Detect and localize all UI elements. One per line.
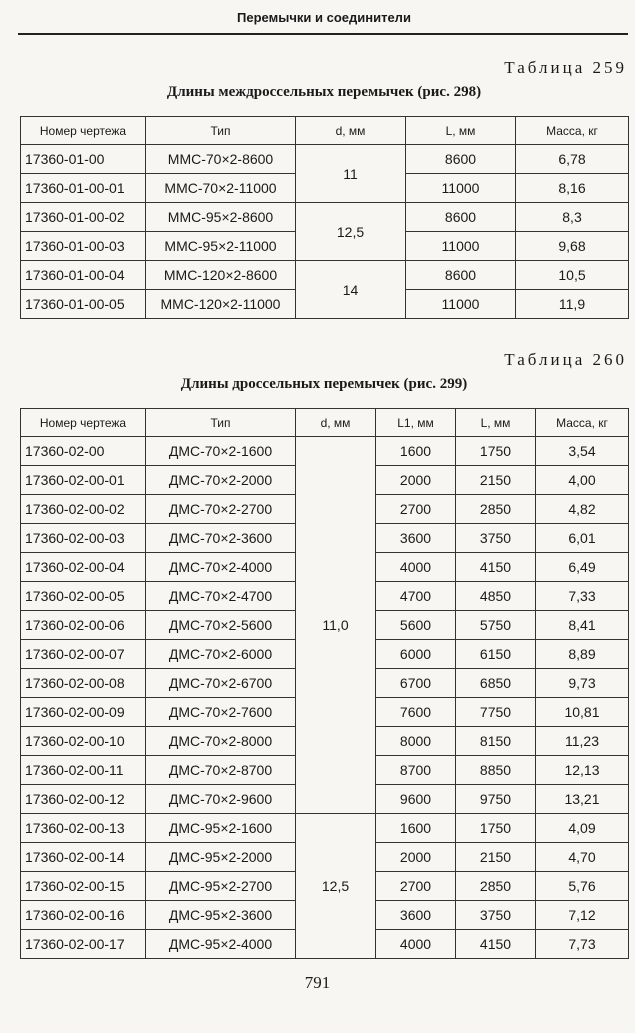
length-cell: 3600 [376,524,456,553]
drawing-number-cell: 17360-02-00-06 [21,611,146,640]
length-cell: 11000 [406,174,516,203]
mass-cell: 12,13 [536,756,629,785]
mass-cell: 11,23 [536,727,629,756]
type-cell: ДМС-95×2-2000 [146,843,296,872]
mass-cell: 7,33 [536,582,629,611]
length-cell: 6700 [376,669,456,698]
column-header: L, мм [456,409,536,437]
mass-cell: 6,01 [536,524,629,553]
mass-cell: 5,76 [536,872,629,901]
column-header: Номер чертежа [21,117,146,145]
length-cell: 3600 [376,901,456,930]
drawing-number-cell: 17360-01-00-05 [21,290,146,319]
length-cell: 1600 [376,437,456,466]
type-cell: ДМС-70×2-6700 [146,669,296,698]
type-cell: ДМС-70×2-6000 [146,640,296,669]
table-row [21,437,629,466]
drawing-number-cell: 17360-01-00-02 [21,203,146,232]
type-cell: ДМС-95×2-3600 [146,901,296,930]
length-cell: 2700 [376,495,456,524]
column-header: L1, мм [376,409,456,437]
mass-cell: 4,00 [536,466,629,495]
drawing-number-cell: 17360-02-00-01 [21,466,146,495]
drawing-number-cell: 17360-02-00-12 [21,785,146,814]
drawing-number-cell: 17360-01-00-04 [21,261,146,290]
drawing-number-cell: 17360-02-00-03 [21,524,146,553]
length-cell: 4000 [376,553,456,582]
length-cell: 2000 [376,843,456,872]
mass-cell: 6,78 [516,145,629,174]
length-cell: 6850 [456,669,536,698]
diameter-cell: 11,0 [296,437,376,814]
type-cell: ДМС-70×2-5600 [146,611,296,640]
table-259 [20,116,629,319]
mass-cell: 9,73 [536,669,629,698]
column-header: Масса, кг [516,117,629,145]
type-cell: ММС-120×2-11000 [146,290,296,319]
drawing-number-cell: 17360-02-00-14 [21,843,146,872]
mass-cell: 8,41 [536,611,629,640]
length-cell: 4850 [456,582,536,611]
length-cell: 3750 [456,901,536,930]
length-cell: 8600 [406,261,516,290]
drawing-number-cell: 17360-02-00-02 [21,495,146,524]
table-259-number: Таблица 259 [504,58,627,77]
length-cell: 1750 [456,437,536,466]
mass-cell: 7,12 [536,901,629,930]
mass-cell: 4,82 [536,495,629,524]
drawing-number-cell: 17360-02-00-08 [21,669,146,698]
table-row [21,814,629,843]
type-cell: ДМС-70×2-9600 [146,785,296,814]
mass-cell: 3,54 [536,437,629,466]
length-cell: 5750 [456,611,536,640]
drawing-number-cell: 17360-02-00-07 [21,640,146,669]
type-cell: ДМС-95×2-1600 [146,814,296,843]
type-cell: ДМС-70×2-2000 [146,466,296,495]
column-header: Масса, кг [536,409,629,437]
length-cell: 4700 [376,582,456,611]
length-cell: 8150 [456,727,536,756]
drawing-number-cell: 17360-02-00-10 [21,727,146,756]
column-header: d, мм [296,117,406,145]
length-cell: 2150 [456,843,536,872]
length-cell: 6150 [456,640,536,669]
column-header: L, мм [406,117,516,145]
type-cell: ДМС-70×2-4000 [146,553,296,582]
length-cell: 7600 [376,698,456,727]
mass-cell: 8,3 [516,203,629,232]
running-header: Перемычки и соединители [237,10,411,25]
type-cell: ДМС-70×2-4700 [146,582,296,611]
diameter-cell: 12,5 [296,814,376,959]
mass-cell: 8,16 [516,174,629,203]
mass-cell: 8,89 [536,640,629,669]
length-cell: 7750 [456,698,536,727]
mass-cell: 11,9 [516,290,629,319]
length-cell: 1600 [376,814,456,843]
drawing-number-cell: 17360-02-00-11 [21,756,146,785]
length-cell: 8600 [406,145,516,174]
length-cell: 2000 [376,466,456,495]
table-row [21,145,629,174]
page-number: 791 [304,973,331,992]
length-cell: 11000 [406,232,516,261]
column-header: Номер чертежа [21,409,146,437]
type-cell: ДМС-70×2-8000 [146,727,296,756]
length-cell: 9600 [376,785,456,814]
mass-cell: 4,09 [536,814,629,843]
column-header: Тип [146,117,296,145]
drawing-number-cell: 17360-02-00-15 [21,872,146,901]
table-260 [20,408,629,959]
length-cell: 8850 [456,756,536,785]
length-cell: 8700 [376,756,456,785]
drawing-number-cell: 17360-02-00 [21,437,146,466]
length-cell: 1750 [456,814,536,843]
type-cell: ДМС-70×2-7600 [146,698,296,727]
mass-cell: 10,81 [536,698,629,727]
type-cell: ММС-120×2-8600 [146,261,296,290]
length-cell: 4000 [376,930,456,959]
table-header-row [21,117,629,145]
table-259-title: Длины междроссельных перемычек (рис. 298) [166,84,482,100]
table-row [21,203,629,232]
mass-cell: 7,73 [536,930,629,959]
length-cell: 2850 [456,495,536,524]
type-cell: ММС-70×2-11000 [146,174,296,203]
mass-cell: 9,68 [516,232,629,261]
type-cell: ДМС-70×2-8700 [146,756,296,785]
table-260-title: Длины дроссельных перемычек (рис. 299) [180,376,468,392]
length-cell: 8600 [406,203,516,232]
drawing-number-cell: 17360-02-00-17 [21,930,146,959]
mass-cell: 10,5 [516,261,629,290]
mass-cell: 6,49 [536,553,629,582]
length-cell: 4150 [456,930,536,959]
drawing-number-cell: 17360-01-00-03 [21,232,146,261]
length-cell: 6000 [376,640,456,669]
table-260-number: Таблица 260 [504,350,627,369]
table-header-row [21,409,629,437]
column-header: d, мм [296,409,376,437]
length-cell: 9750 [456,785,536,814]
drawing-number-cell: 17360-02-00-05 [21,582,146,611]
drawing-number-cell: 17360-02-00-09 [21,698,146,727]
length-cell: 8000 [376,727,456,756]
type-cell: ДМС-70×2-2700 [146,495,296,524]
length-cell: 3750 [456,524,536,553]
length-cell: 2700 [376,872,456,901]
length-cell: 11000 [406,290,516,319]
type-cell: ДМС-70×2-3600 [146,524,296,553]
length-cell: 4150 [456,553,536,582]
type-cell: ДМС-95×2-4000 [146,930,296,959]
type-cell: ДМС-95×2-2700 [146,872,296,901]
diameter-cell: 12,5 [296,203,406,261]
drawing-number-cell: 17360-01-00-01 [21,174,146,203]
drawing-number-cell: 17360-02-00-13 [21,814,146,843]
type-cell: ММС-70×2-8600 [146,145,296,174]
diameter-cell: 11 [296,145,406,203]
header-rule [18,33,628,35]
type-cell: ММС-95×2-11000 [146,232,296,261]
drawing-number-cell: 17360-02-00-04 [21,553,146,582]
mass-cell: 13,21 [536,785,629,814]
type-cell: ДМС-70×2-1600 [146,437,296,466]
column-header: Тип [146,409,296,437]
table-row [21,261,629,290]
length-cell: 2150 [456,466,536,495]
type-cell: ММС-95×2-8600 [146,203,296,232]
drawing-number-cell: 17360-02-00-16 [21,901,146,930]
mass-cell: 4,70 [536,843,629,872]
diameter-cell: 14 [296,261,406,319]
drawing-number-cell: 17360-01-00 [21,145,146,174]
length-cell: 5600 [376,611,456,640]
length-cell: 2850 [456,872,536,901]
